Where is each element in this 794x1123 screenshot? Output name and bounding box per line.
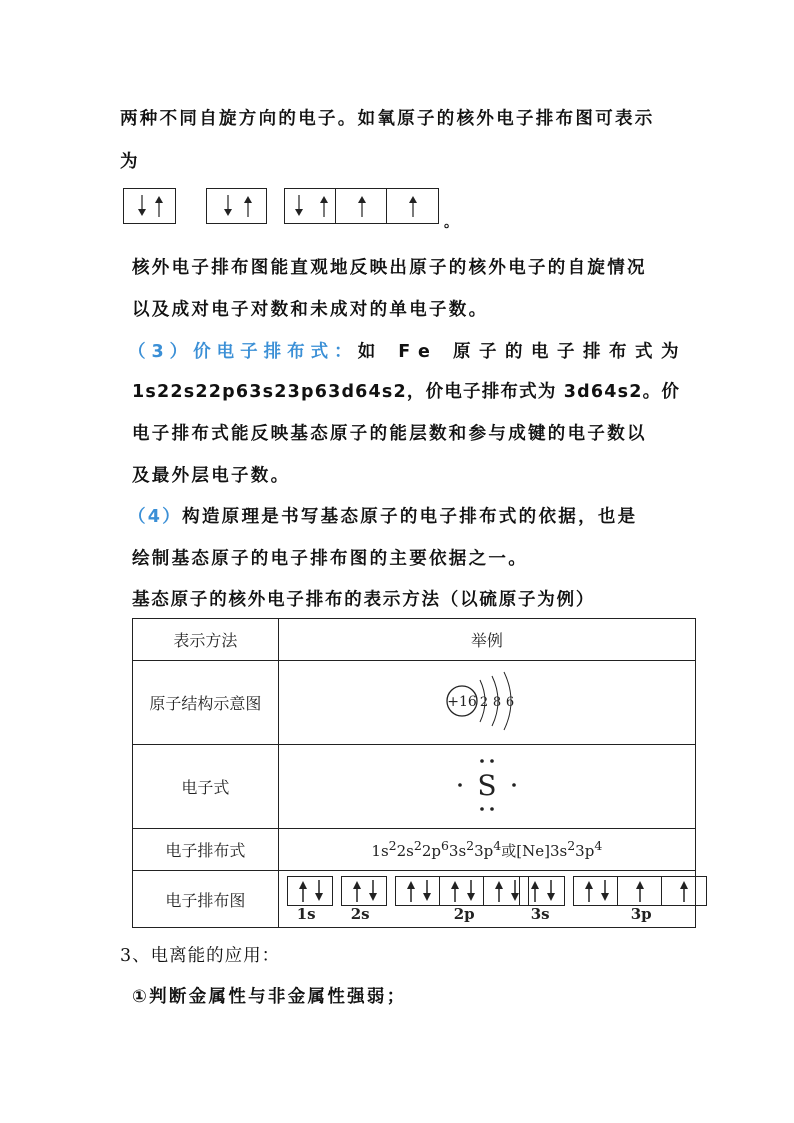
header-method: 表示方法: [133, 619, 279, 661]
up-arrow-icon: [635, 880, 645, 902]
section3-title: 3、电离能的应用：: [120, 946, 281, 966]
orbital-cell: [285, 189, 336, 223]
para4-line2: 绘制基态原子的电子排布图的主要依据之一。: [132, 549, 528, 569]
config-part: 2s: [396, 842, 414, 860]
method-orbital-diagram: 电子排布图: [133, 871, 279, 928]
example-orbital-diagram: [278, 871, 695, 928]
down-arrow-icon: [422, 880, 432, 902]
representation-table: [132, 618, 696, 928]
para2-line1: 核外电子排布图能直观地反映出原子的核外电子的自旋情况: [132, 258, 647, 278]
orbital-cell: [387, 189, 438, 223]
shell-electrons-2: 8: [492, 694, 501, 710]
table-row: [133, 745, 696, 829]
config-part: 3s: [448, 842, 467, 860]
orbital-cell: [662, 877, 706, 905]
down-arrow-icon: [600, 880, 610, 902]
para3-line3: 电子排布式能反映基态原子的能层数和参与成键的电子数以: [132, 424, 647, 444]
up-arrow-icon: [319, 195, 329, 217]
diagram-end-mark: 。: [444, 215, 461, 231]
electron-dot: [480, 759, 484, 763]
example-electron-config: [278, 829, 695, 871]
method-electron-dot: 电子式: [133, 745, 279, 829]
table-row: [133, 661, 696, 745]
electron-dot: [490, 759, 494, 763]
down-arrow-icon: [466, 880, 476, 902]
up-arrow-icon: [584, 880, 594, 902]
up-arrow-icon: [406, 880, 416, 902]
config-sup: 4: [493, 838, 502, 853]
para1-line1: 两种不同自旋方向的电子。如氧原子的核外电子排布图可表示: [120, 109, 655, 129]
up-arrow-icon: [352, 880, 362, 902]
orbital-3p: [573, 876, 707, 906]
table-header-row: [133, 619, 696, 661]
example-structure-diagram: [278, 661, 695, 745]
config-sup: 2: [567, 838, 576, 853]
para1-line2: 为: [120, 152, 140, 172]
orbital-cell: [574, 877, 618, 905]
config-part: 1s: [371, 842, 389, 860]
orbital-cell: [396, 877, 440, 905]
up-arrow-icon: [357, 195, 367, 217]
orbital-2p: [395, 876, 529, 906]
down-arrow-icon: [294, 195, 304, 217]
table-row: [133, 829, 696, 871]
oxygen-2s-box: [206, 188, 267, 224]
up-arrow-icon: [243, 195, 253, 217]
element-symbol: S: [477, 768, 497, 802]
orbital-cell: [520, 877, 564, 905]
config-or: 或: [501, 842, 517, 860]
orbital-label: 2s: [350, 905, 370, 923]
orbital-1s: [287, 876, 333, 906]
orbital-label: 2p: [453, 905, 475, 923]
down-arrow-icon: [314, 880, 324, 902]
para3-heading: （3）价电子排布式：: [128, 342, 358, 362]
para3-line2: 1s22s22p63s23p63d64s2，价电子排布式为 3d64s2。价: [132, 382, 681, 402]
method-electron-config: 电子排布式: [133, 829, 279, 871]
up-arrow-icon: [530, 880, 540, 902]
electron-dot: [490, 807, 494, 811]
electron-dot: [480, 807, 484, 811]
para3-line1: [128, 338, 687, 363]
orbital-cell: [342, 877, 386, 905]
shell-electrons-1: 2: [479, 694, 488, 710]
para3-line1-rest: 如 Fe 原子的电子排布式为: [357, 342, 687, 362]
down-arrow-icon: [546, 880, 556, 902]
orbital-label: 3p: [630, 905, 652, 923]
orbital-2s: [341, 876, 387, 906]
config-sup: 4: [594, 838, 603, 853]
method-structure-diagram: 原子结构示意图: [133, 661, 279, 745]
para3-line4: 及最外层电子数。: [132, 466, 291, 486]
para2-line2: 以及成对电子对数和未成对的单电子数。: [132, 300, 489, 320]
up-arrow-icon: [408, 195, 418, 217]
config-sup: 6: [440, 838, 449, 853]
config-part: 3p: [575, 842, 595, 860]
up-arrow-icon: [450, 880, 460, 902]
section3-item1: ①判断金属性与非金属性强弱；: [132, 987, 407, 1007]
config-sup: 2: [388, 838, 397, 853]
up-arrow-icon: [679, 880, 689, 902]
orbital-cell: [440, 877, 484, 905]
shell-electrons-3: 6: [505, 694, 514, 710]
orbital-3s: [519, 876, 565, 906]
config-sup: 2: [466, 838, 475, 853]
up-arrow-icon: [298, 880, 308, 902]
table-row: [133, 871, 696, 928]
up-arrow-icon: [494, 880, 504, 902]
up-arrow-icon: [154, 195, 164, 217]
sulfur-orbital-diagram: [279, 871, 695, 927]
oxygen-2p-box: [284, 188, 439, 224]
sulfur-atomic-structure: [442, 666, 532, 736]
orbital-cell: [124, 189, 175, 223]
config-part: 2p: [421, 842, 441, 860]
para4-heading: （4）: [128, 507, 183, 527]
down-arrow-icon: [223, 195, 233, 217]
orbital-cell: [288, 877, 332, 905]
nucleus-charge: +16: [447, 693, 477, 710]
config-sup: 2: [413, 838, 422, 853]
down-arrow-icon: [137, 195, 147, 217]
para4-line1-rest: 构造原理是书写基态原子的电子排布式的依据，也是: [182, 507, 638, 527]
electron-dot: [458, 783, 462, 787]
orbital-cell: [207, 189, 266, 223]
header-example: 举例: [278, 619, 695, 661]
orbital-cell: [336, 189, 387, 223]
oxygen-1s-box: [123, 188, 176, 224]
config-part: 3p: [474, 842, 494, 860]
example-electron-dot: [278, 745, 695, 829]
orbital-label: 1s: [296, 905, 316, 923]
down-arrow-icon: [368, 880, 378, 902]
table-caption: 基态原子的核外电子排布的表示方法（以硫原子为例）: [132, 590, 596, 610]
sulfur-lewis-structure: [452, 753, 522, 817]
para4-line1: [128, 503, 637, 528]
orbital-label: 3s: [530, 905, 550, 923]
electron-dot: [512, 783, 516, 787]
orbital-cell: [618, 877, 662, 905]
config-part: [Ne]3s: [516, 842, 568, 860]
